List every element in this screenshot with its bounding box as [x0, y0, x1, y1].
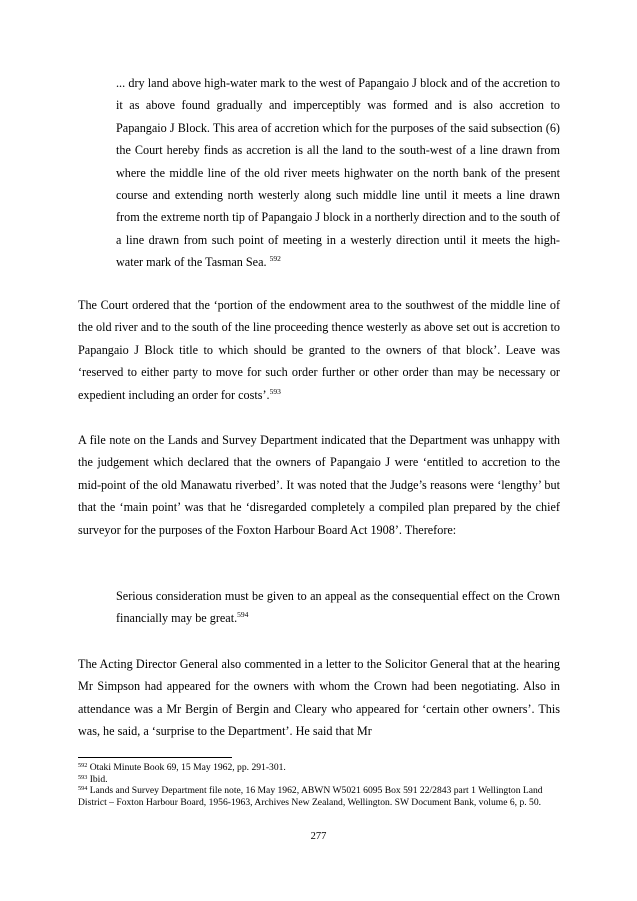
footnote-text: Otaki Minute Book 69, 15 May 1962, pp. 291-301. [89, 762, 286, 773]
footnote-ref-592[interactable]: 592 [269, 254, 281, 264]
paragraph-file-note [78, 429, 560, 541]
page-number: 277 [310, 831, 327, 842]
paragraph-text: The Acting Director General also commented in a letter to the Solicitor General that at the hearing Mr Simpson had appeared for the owners with whom the Crown had been negotiating. Also in attendance was a Mr Bergin of Bergin and Cleary who appeared for ‘certain other owners’. This was, he said, a ‘surprise to the Department’. He said that Mr [78, 657, 560, 739]
footnote-594 [78, 785, 560, 808]
footnote-number: 592 [78, 762, 88, 769]
paragraph-text: The Court ordered that the ‘portion of the endowment area to the southwest of the middle line of the old river and to the south of the line proceeding thence westerly as above set out is accretion to Papangaio J Block title to which should be granted to the owners of that block’. Leave was ‘reserved to either party to move for such order further or other order than may be necessary or expedient including an order for costs’. [78, 298, 560, 402]
footnote-ref-593[interactable]: 593 [269, 386, 281, 396]
paragraph-acting-director [78, 653, 560, 743]
block-quote-serious-consideration [116, 585, 560, 630]
footnote-number: 594 [78, 785, 88, 793]
footnote-text: Lands and Survey Department file note, 16 May 1962, ABWN W5021 6095 Box 591 22/2843 part 1 Wellington Land District – Foxton Harbour Board, 1956-1963, Archives New Zealand, Wellington. SW Document Bank, volume 6, p. 50. [78, 785, 543, 808]
footnote-number: 593 [78, 773, 88, 781]
footnote-text: Ibid. [89, 773, 108, 785]
footnote-separator [78, 757, 232, 758]
quote-text: Serious consideration must be given to an appeal as the consequential effect on the Crown financially may be great. [116, 589, 560, 626]
paragraph-court-order [78, 294, 560, 406]
footnote-592 [78, 762, 560, 774]
block-quote-judgement [116, 72, 560, 274]
footnote-ref-594[interactable]: 594 [237, 610, 249, 620]
footnotes [78, 762, 560, 808]
quote-text: ... dry land above high-water mark to the west of Papangaio J block and of the accretion to it as above found gradually and imperceptibly was formed and is also accretion to Papangaio J Block. This area of accretion which for the purposes of the said subsection (6) the Court hereby finds as accretion is all the land to the south-west of a line drawn from where the middle line of the old river meets highwater on the north bank of the present course and extending north westerly along such middle line until it meets a line drawn from the extreme north tip of Papangaio J block in a northerly direction and to the south of a line drawn from such point of meeting in a westerly direction until it meets the high-water mark of the Tasman Sea. [116, 76, 560, 270]
paragraph-text: A file note on the Lands and Survey Department indicated that the Department was unhappy with the judgement which declared that the owners of Papangaio J were ‘entitled to accretion to the mid-point of the old Manawatu riverbed’. It was noted that the Judge’s reasons were ‘lengthy’ but that the ‘main point’ was that he ‘disregarded completely a compiled plan prepared by the chief surveyor for the purposes of the Foxton Harbour Board Act 1908’. Therefore: [78, 433, 560, 537]
footnote-593 [78, 774, 560, 786]
